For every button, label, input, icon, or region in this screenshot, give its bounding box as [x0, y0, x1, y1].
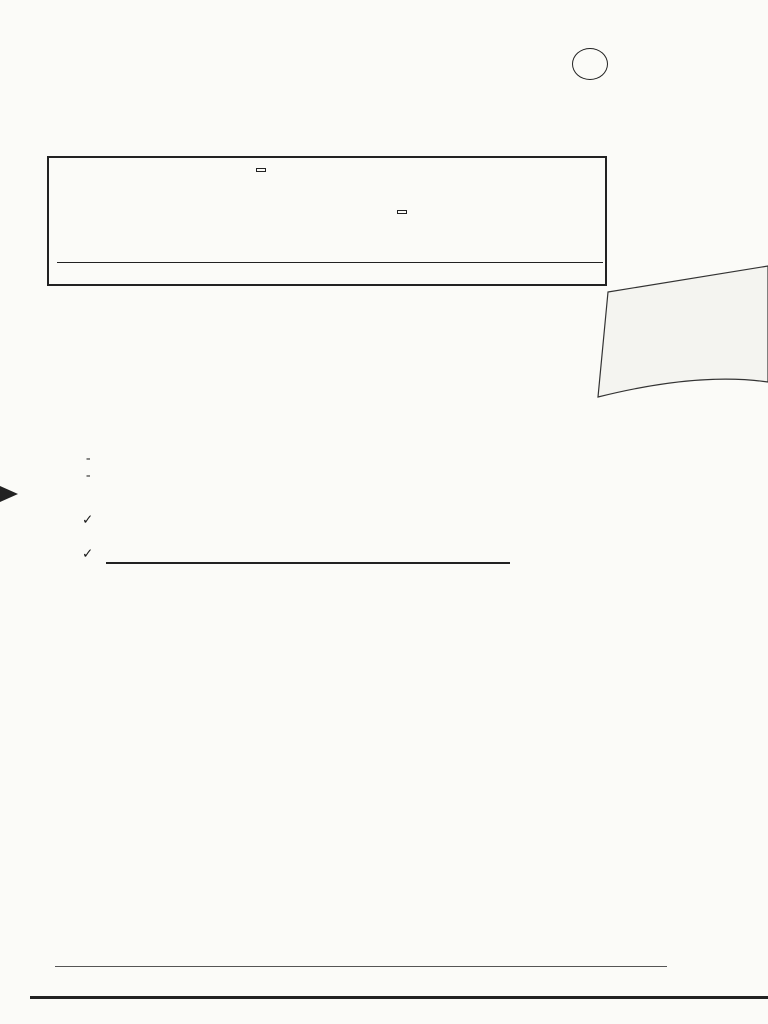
session-label	[397, 210, 407, 214]
page-number-mark	[572, 48, 608, 80]
exam-box-divider	[57, 262, 603, 263]
footer-divider	[55, 966, 667, 967]
folded-page-corner	[578, 262, 768, 402]
exam-info-box	[47, 156, 607, 286]
effet-item-1: -	[86, 450, 91, 465]
operation-item: ✓	[82, 546, 94, 561]
operation-item: ✓	[82, 512, 94, 527]
scan-bottom-border	[30, 996, 768, 999]
exam-title	[256, 168, 266, 172]
effet-item-2: -	[86, 467, 91, 482]
margin-arrow-mark	[0, 486, 18, 502]
invoice-title	[107, 563, 510, 564]
invoice-table	[106, 562, 510, 564]
